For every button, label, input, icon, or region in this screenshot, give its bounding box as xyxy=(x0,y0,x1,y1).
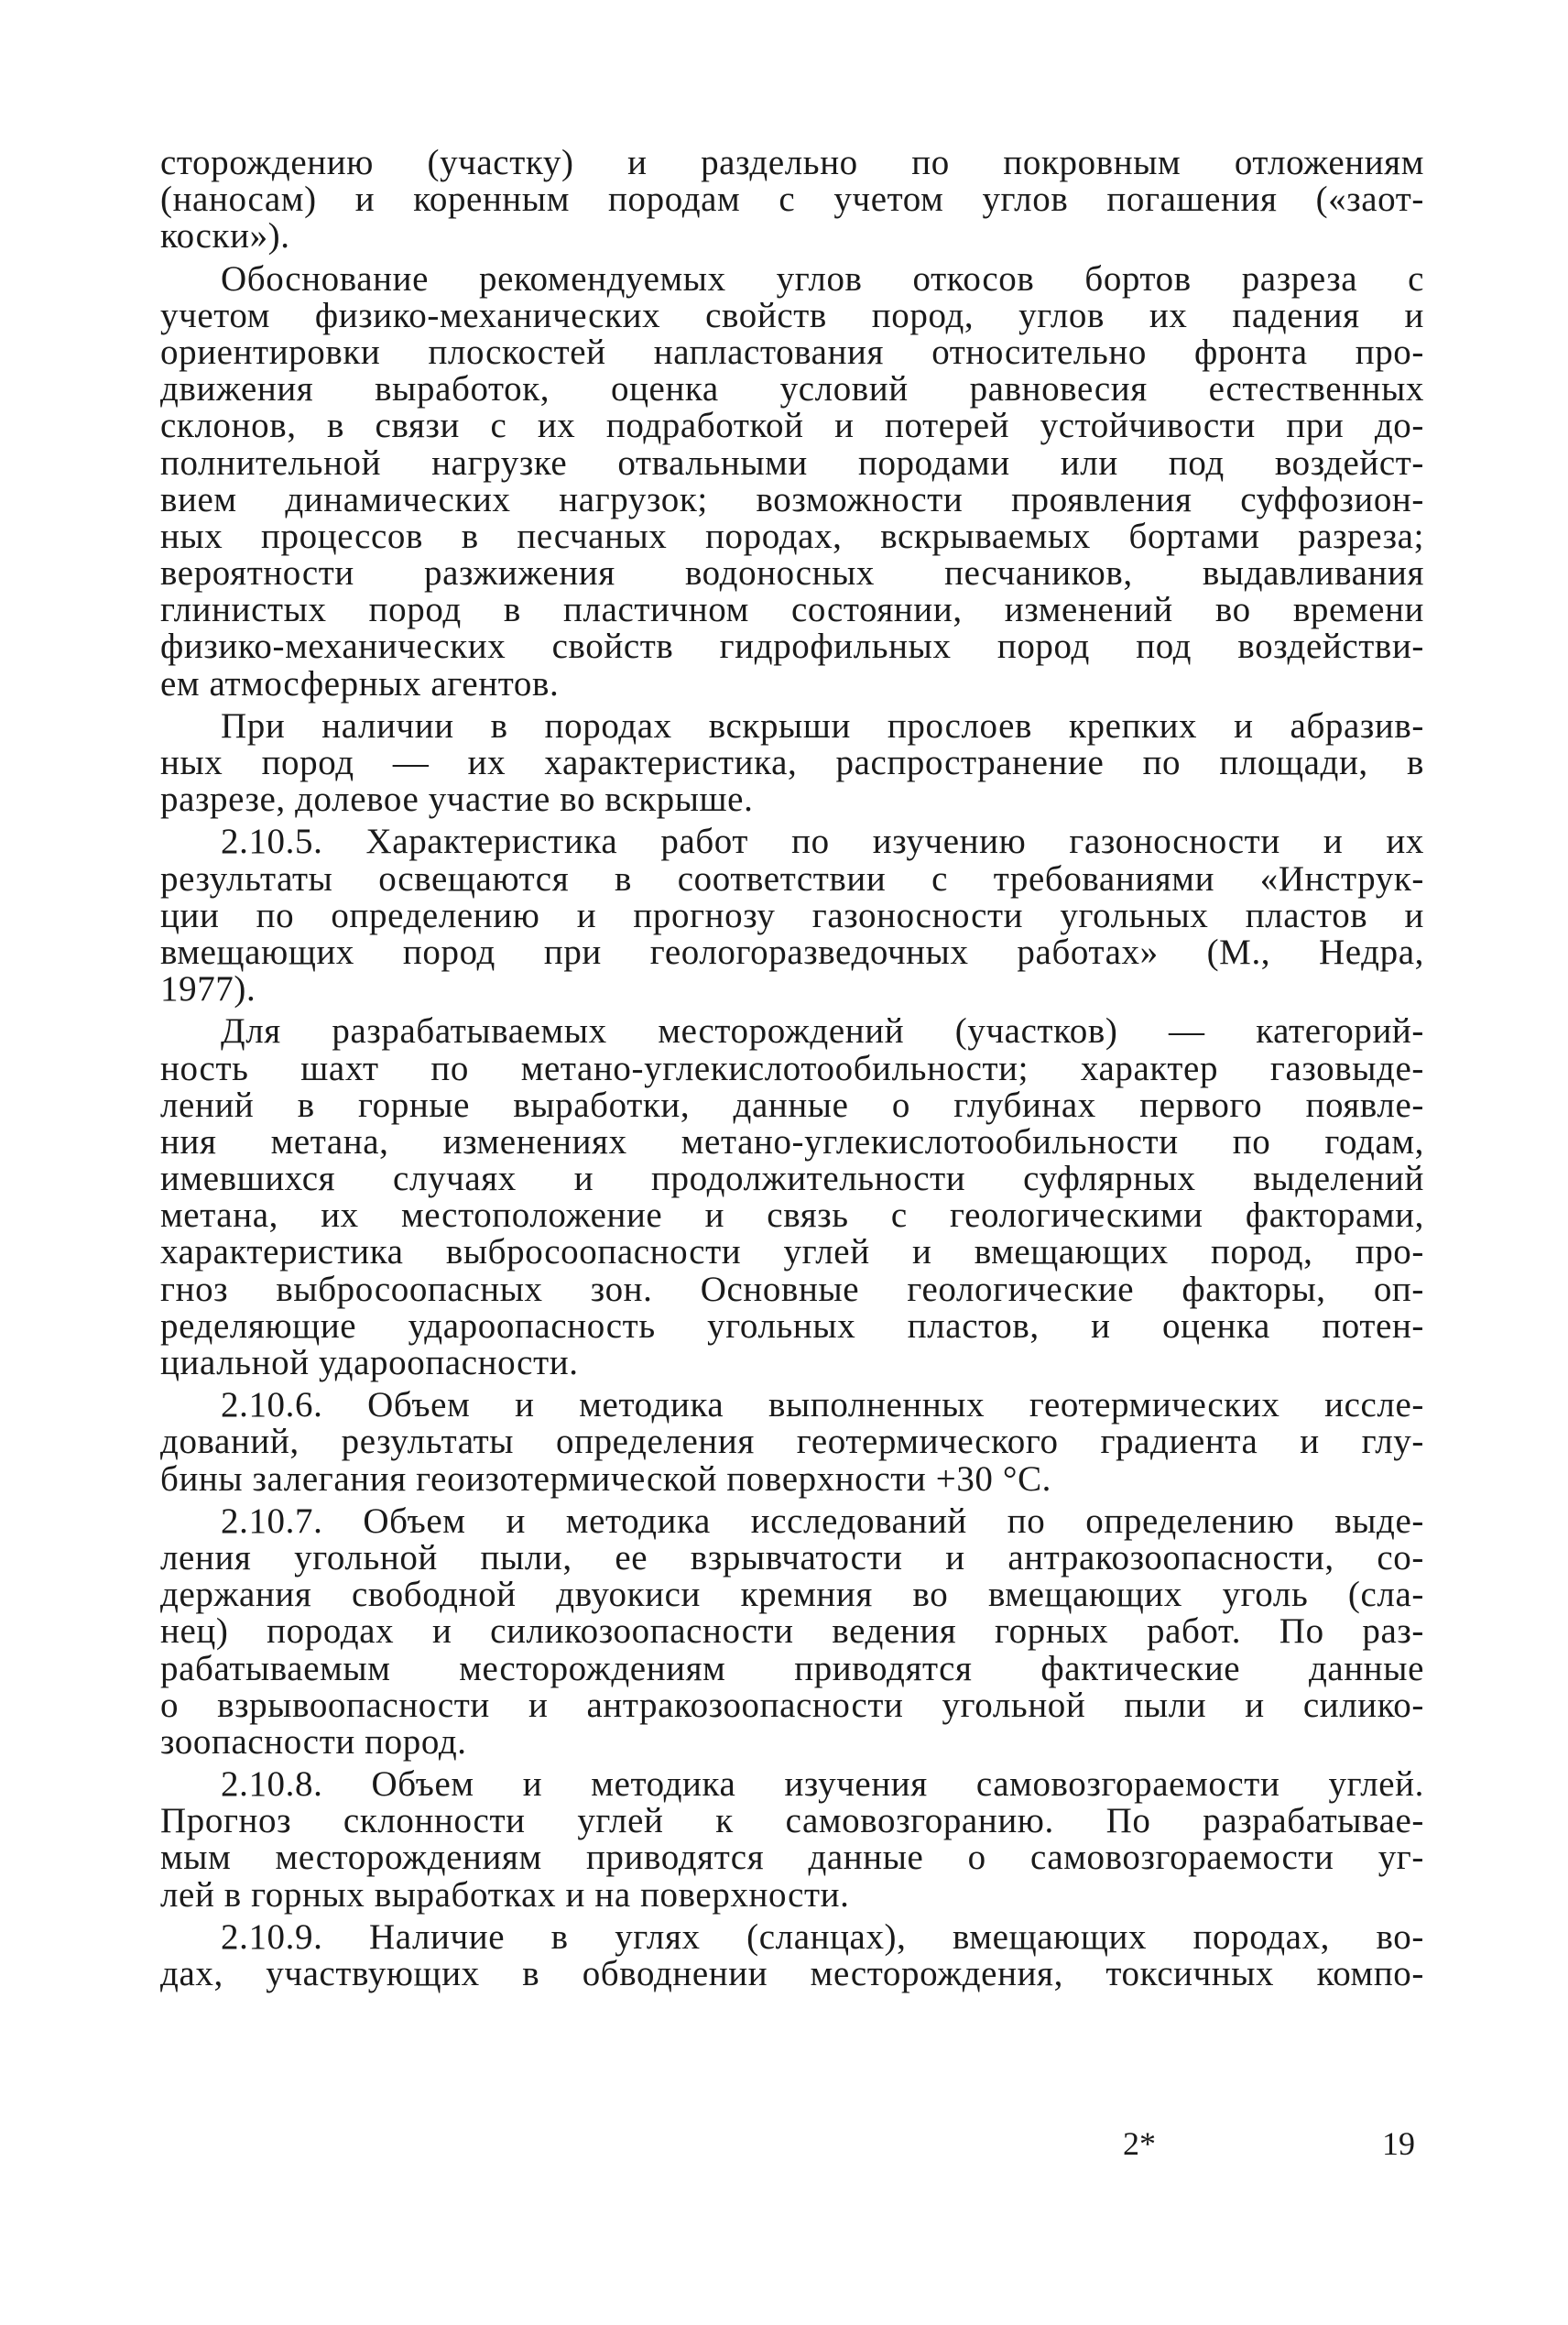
text-line: гноз выбросоопасных зон. Основные геологические факторы, оп- xyxy=(160,1269,1424,1309)
text-line: При наличии в породах вскрыши прослоев крепких и абразив- xyxy=(221,705,1424,746)
text-line: Прогноз склонности углей к самовозгоранию. По разрабатывае- xyxy=(160,1801,1424,1841)
text-line: мым месторождениям приводятся данные о самовозгораемости уг- xyxy=(160,1838,1424,1878)
text-line: Обоснование рекомендуемых углов откосов бортов разреза с xyxy=(221,258,1424,299)
paragraph xyxy=(160,258,1424,704)
section-2-10-6 xyxy=(160,1387,1424,1498)
text-line: метана, их местоположение и связь с геологическими факторами, xyxy=(160,1195,1424,1236)
section-2-10-8 xyxy=(160,1766,1424,1914)
text-line: учетом физико-механических свойств пород, углов их падения и xyxy=(160,295,1424,335)
body-text xyxy=(160,145,1424,1992)
paragraph xyxy=(160,705,1424,820)
section-2-10-7 xyxy=(160,1503,1424,1761)
page-number: 19 xyxy=(1382,2125,1415,2162)
text-line: ции по определению и прогнозу газоносности угольных пластов и xyxy=(160,895,1424,935)
text-line: ность шахт по метано-углекислотообильности; характер газовыде- xyxy=(160,1048,1424,1088)
text-line: склонов, в связи с их подработкой и потерей устойчивости при до- xyxy=(160,406,1424,446)
text-line: вмещающих пород при геологоразведочных работах» (М., Недра, xyxy=(160,932,1424,972)
paragraph xyxy=(160,1013,1424,1381)
text-line: о взрывоопасности и антракозоопасности угольной пыли и силико- xyxy=(160,1685,1424,1725)
text-line: характеристика выбросоопасности углей и вмещающих пород, про- xyxy=(160,1232,1424,1272)
text-line: ных пород — их характеристика, распространение по площади, в xyxy=(160,743,1424,782)
text-line: сторождению (участку) и раздельно по покровным отложениям xyxy=(160,143,1424,182)
text-line: лей в горных выработках и на поверхности. xyxy=(160,1874,850,1915)
text-line: физико-механических свойств гидрофильных пород под воздействи- xyxy=(160,627,1424,667)
text-line: коски»). xyxy=(160,216,290,257)
text-line: рабатываемым месторождениям приводятся фактические данные xyxy=(160,1648,1424,1688)
text-line: Для разрабатываемых месторождений (участков) — категорий- xyxy=(221,1011,1424,1052)
text-line: дований, результаты определения геотермического градиента и глу- xyxy=(160,1422,1424,1462)
text-line: 2.10.5. Характеристика работ по изучению газоносности и их xyxy=(221,822,1424,862)
text-line: бины залегания геоизотермической поверхности +30 °С. xyxy=(160,1458,1052,1499)
text-line: результаты освещаются в соответствии с требованиями «Инструк- xyxy=(160,858,1424,899)
signature-mark: 2* xyxy=(1123,2125,1156,2162)
text-line: нец) породах и силикозоопасности ведения горных работ. По раз- xyxy=(160,1611,1424,1652)
text-line: зоопасности пород. xyxy=(160,1721,467,1762)
text-line: движения выработок, оценка условий равновесия естественных xyxy=(160,369,1424,409)
text-line: 1977). xyxy=(160,969,256,1010)
text-line: 2.10.9. Наличие в углях (сланцах), вмещающих породах, во- xyxy=(221,1916,1424,1957)
text-line: глинистых пород в пластичном состоянии, изменений во времени xyxy=(160,590,1424,630)
text-line: циальной удароопасности. xyxy=(160,1343,579,1382)
text-line: ных процессов в песчаных породах, вскрываемых бортами разреза; xyxy=(160,516,1424,556)
text-line: держания свободной двуокиси кремния во вмещающих уголь (сла- xyxy=(160,1575,1424,1615)
text-line: полнительной нагрузке отвальными породами или под воздейст- xyxy=(160,442,1424,483)
text-line: ния метана, изменениях метано-углекислотообильности по годам, xyxy=(160,1121,1424,1162)
text-line: разрезе, долевое участие во вскрыше. xyxy=(160,780,754,820)
text-line: вероятности разжижения водоносных песчаников, выдавливания xyxy=(160,553,1424,594)
page-footer xyxy=(0,2123,1568,2164)
text-line: вием динамических нагрузок; возможности проявления суффозион- xyxy=(160,479,1424,519)
section-2-10-9 xyxy=(160,1916,1424,1993)
text-line: ления угольной пыли, ее взрывчатости и антракозоопасности, со- xyxy=(160,1537,1424,1577)
text-line: ределяющие удароопасность угольных пластов, и оценка потен- xyxy=(160,1305,1424,1346)
text-line: лений в горные выработки, данные о глубинах первого появле- xyxy=(160,1085,1424,1125)
text-line: ем атмосферных агентов. xyxy=(160,663,560,704)
paragraph xyxy=(160,145,1424,256)
text-line: дах, участвующих в обводнении месторождения, токсичных компо- xyxy=(160,1954,1424,1993)
section-2-10-5 xyxy=(160,824,1424,1008)
text-line: 2.10.7. Объем и методика исследований по определению выде- xyxy=(221,1501,1424,1541)
text-line: имевшихся случаях и продолжительности суфлярных выделений xyxy=(160,1159,1424,1199)
text-line: 2.10.6. Объем и методика выполненных геотермических иссле- xyxy=(221,1385,1424,1425)
text-line: (наносам) и коренным породам с учетом углов погашения («заот- xyxy=(160,180,1424,220)
text-line: 2.10.8. Объем и методика изучения самовозгораемости углей. xyxy=(221,1764,1424,1805)
text-line: ориентировки плоскостей напластования относительно фронта про- xyxy=(160,332,1424,372)
